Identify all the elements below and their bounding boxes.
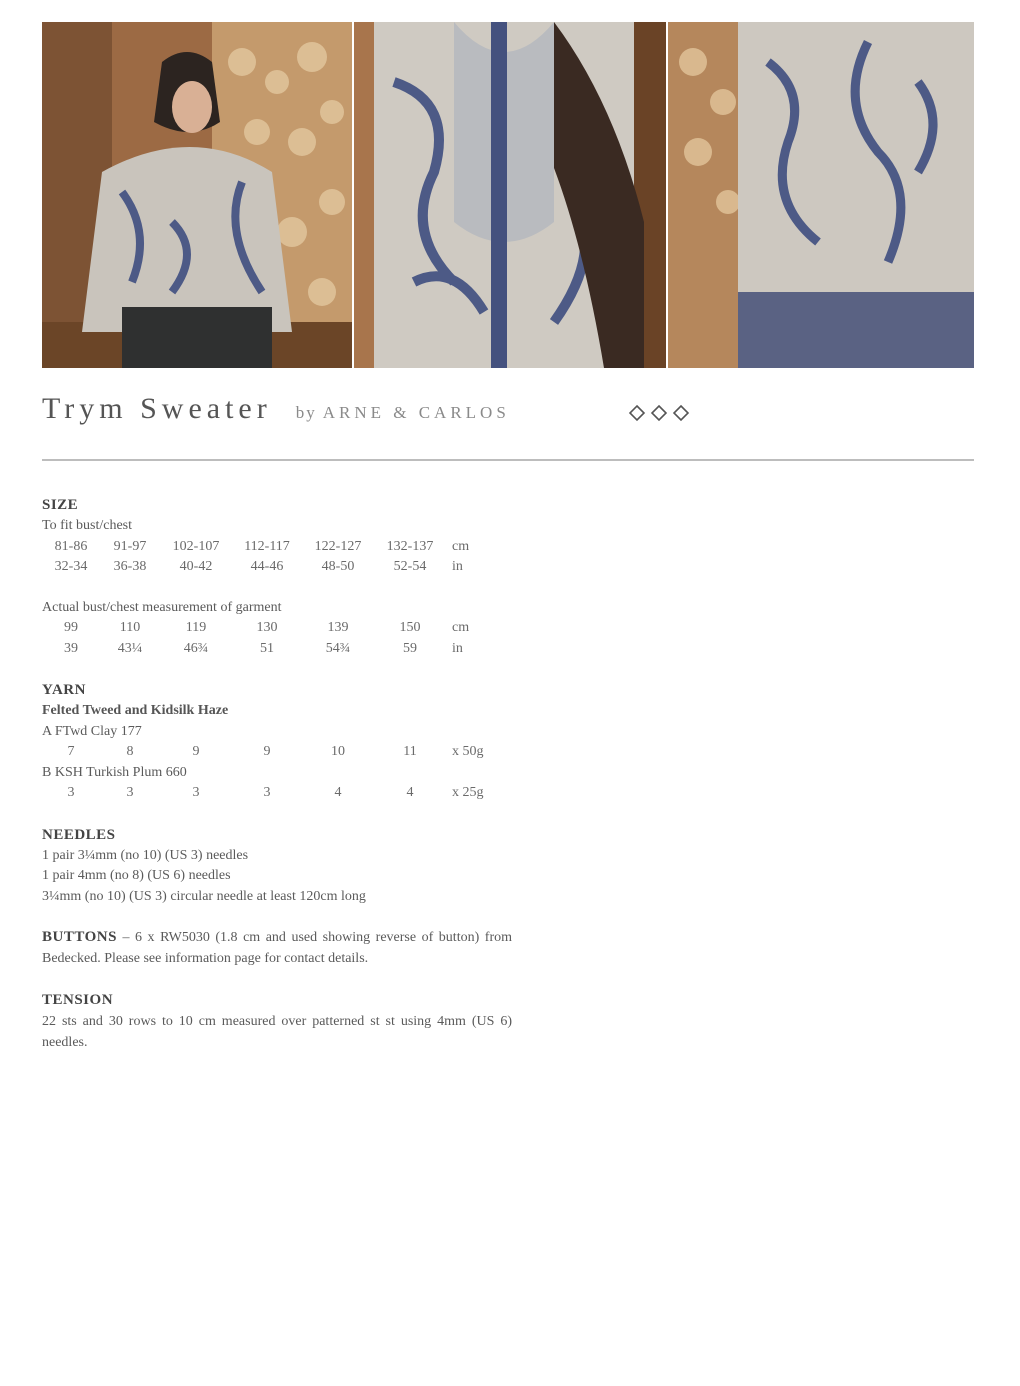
buttons-text: – 6 x RW5030 (1.8 cm and used showing reverse of button) from Bedecked. Please see information page for contact details. xyxy=(42,930,512,966)
yarn-amount: 11 xyxy=(403,744,417,759)
sweater-back-photo xyxy=(666,22,974,368)
model-seated-photo xyxy=(42,22,352,368)
unit-label: cm xyxy=(452,538,470,554)
yarn-amount: 10 xyxy=(331,744,345,759)
yarn-amount: 9 xyxy=(263,744,271,759)
fit-label: To fit bust/chest xyxy=(42,518,133,533)
fit-cm-row xyxy=(42,537,512,558)
size-value: 132-137 xyxy=(386,538,434,554)
size-value: 36-38 xyxy=(113,559,147,574)
size-value: 99 xyxy=(64,620,78,635)
title-row xyxy=(42,392,974,436)
yarn-section xyxy=(42,679,512,804)
pattern-details xyxy=(42,494,512,1073)
photo-strip xyxy=(42,22,974,368)
actual-label: Actual bust/chest measurement of garment xyxy=(42,599,282,615)
size-value: 52-54 xyxy=(393,559,427,574)
yarn-a-amounts xyxy=(42,742,512,763)
yarn-amount: 3 xyxy=(263,785,271,800)
unit-label: cm xyxy=(452,620,470,635)
size-value: 48-50 xyxy=(321,559,355,574)
pattern-title: Trym Sweater xyxy=(42,392,272,425)
designer-name: ARNE & CARLOS xyxy=(322,403,510,422)
buttons-heading: BUTTONS xyxy=(42,929,117,945)
size-value: 122-127 xyxy=(314,538,362,554)
yarn-amount: 7 xyxy=(67,744,75,759)
tension-heading: TENSION xyxy=(42,992,114,1008)
size-value: 40-42 xyxy=(179,559,213,574)
yarn-amount: 3 xyxy=(67,785,75,800)
size-value: 139 xyxy=(327,620,349,635)
buttons-paragraph xyxy=(42,927,512,969)
size-value: 32-34 xyxy=(54,559,88,574)
size-value: 39 xyxy=(64,640,78,656)
yarn-amount: 8 xyxy=(126,744,134,759)
tension-section xyxy=(42,989,512,1053)
diamond-icon xyxy=(628,404,646,422)
diamond-icon xyxy=(650,404,668,422)
byline-by: by xyxy=(295,403,317,422)
actual-cm-row xyxy=(42,618,512,639)
size-value: 112-117 xyxy=(244,538,290,554)
size-value: 81-86 xyxy=(54,538,88,554)
size-value: 43¼ xyxy=(117,640,143,656)
yarn-amount: 4 xyxy=(334,785,342,800)
tension-text: 22 sts and 30 rows to 10 cm measured over patterned st st using 4mm (US 6) needles. xyxy=(42,1014,512,1050)
size-value: 59 xyxy=(403,640,417,656)
yarn-heading: YARN xyxy=(42,682,86,698)
actual-in-row xyxy=(42,639,512,660)
cardigan-closeup-photo xyxy=(352,22,666,368)
yarn-b-amounts xyxy=(42,783,512,804)
yarn-amount: 3 xyxy=(126,785,134,800)
yarn-amount: 9 xyxy=(192,744,200,759)
size-value: 110 xyxy=(119,620,141,635)
fit-in-row xyxy=(42,557,512,578)
size-value: 54¾ xyxy=(325,640,351,656)
needles-section xyxy=(42,824,512,908)
title-divider xyxy=(42,459,974,461)
yarn-amount: 3 xyxy=(192,785,200,800)
size-value: 46¾ xyxy=(183,640,209,656)
size-value: 102-107 xyxy=(172,538,220,554)
unit-label: in xyxy=(452,559,463,574)
yarn-b-label: B KSH Turkish Plum 660 xyxy=(42,764,187,780)
needle-line: 3¼mm (no 10) (US 3) circular needle at least 120cm long xyxy=(42,888,366,904)
size-value: 150 xyxy=(399,620,421,635)
unit-label: in xyxy=(452,640,463,656)
size-value: 119 xyxy=(185,620,207,635)
size-section xyxy=(42,494,512,659)
designer-byline xyxy=(296,403,510,423)
yarn-amount: 4 xyxy=(406,785,414,800)
size-value: 51 xyxy=(260,640,274,656)
yarn-a-label: A FTwd Clay 177 xyxy=(42,723,142,739)
size-heading: SIZE xyxy=(42,497,79,513)
needles-heading: NEEDLES xyxy=(42,826,116,843)
buttons-section xyxy=(42,927,512,969)
size-value: 44-46 xyxy=(250,559,284,574)
needle-line: 1 pair 4mm (no 8) (US 6) needles xyxy=(42,868,231,883)
size-value: 130 xyxy=(256,620,278,635)
difficulty-rating xyxy=(628,404,690,422)
unit-label: x 25g xyxy=(452,785,484,800)
unit-label: x 50g xyxy=(452,744,484,759)
yarn-name: Felted Tweed and Kidsilk Haze xyxy=(42,703,229,718)
diamond-icon xyxy=(672,404,690,422)
size-value: 91-97 xyxy=(113,538,147,554)
needle-line: 1 pair 3¼mm (no 10) (US 3) needles xyxy=(42,847,249,863)
